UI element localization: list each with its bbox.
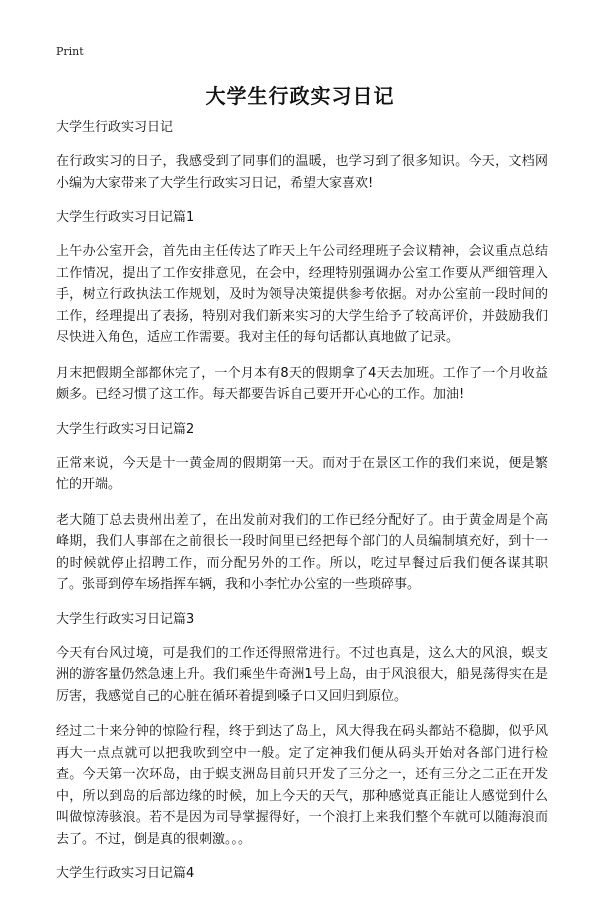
section-heading-2: 大学生行政实习日记篇2 bbox=[56, 421, 195, 437]
print-link[interactable]: Print bbox=[56, 45, 84, 58]
section-heading-3: 大学生行政实习日记篇3 bbox=[56, 611, 195, 627]
document-title: 大学生行政实习日记 bbox=[205, 84, 395, 108]
section-2-paragraph-1: 正常来说，今天是十一黄金周的假期第一天。而对于在景区工作的我们来说，便是繁忙的开端。 bbox=[56, 455, 548, 492]
section-3-paragraph-1: 今天有台风过境，可是我们的工作还得照常进行。不过也真是，这么大的风浪，蜈支洲的游客量仍然急速上升。我们乘坐牛奇洲1号上岛，由于风浪很大，船晃荡得实在是厉害，我感觉自己的心脏在循环着提到嗓子口又回归到原位。 bbox=[56, 645, 548, 704]
section-3-paragraph-2: 经过二十来分钟的惊险行程，终于到达了岛上，风大得我在码头都站不稳脚，似乎风再大一点点就可以把我吹到空中一般。定了定神我们便从码头开始对各部门进行检查。今天第一次环岛，由于蜈支洲岛目前只开发了三分之一，还有三分之二正在开发中，所以到岛的后部边缘的时候，加上今天的天气，那种感觉真正能让人感觉到什么叫做惊涛骇浪。若不是因为司导掌握得好，一个浪打上来我们整个车就可以随海浪而去了。不过，倒是真的很刺激。。。 bbox=[56, 724, 548, 847]
section-2-paragraph-2: 老大随丁总去贵州出差了，在出发前对我们的工作已经分配好了。由于黄金周是个高峰期，我们人事部在之前很长一段时间里已经把每个部门的人员编制填充好，到十一的时候就停止招聘工作，而分配另外的工作。所以，吃过早餐过后我们便各谋其职了。张哥到停车场指挥车辆，我和小李忙办公室的一些琐碎事。 bbox=[56, 512, 548, 592]
intro-paragraph: 在行政实习的日子，我感受到了同事们的温暖，也学习到了很多知识。今天，文档网小编为大家带来了大学生行政实习日记，希望大家喜欢! bbox=[56, 154, 548, 191]
intro-heading: 大学生行政实习日记 bbox=[56, 120, 174, 135]
section-1-paragraph-1: 上午办公室开会，首先由主任传达了昨天上午公司经理班子会议精神，会议重点总结工作情况，提出了工作安排意见，在会中，经理特别强调办公室工作要从严细管理入手，树立行政执法工作规划，及时为领导决策提供参考依据。对办公室前一段时间的工作，经理提出了表扬，特别对我们新来实习的大学生给予了较高评价，并鼓励我们尽快进入角色，适应工作需要。我对主任的每句话都认真地做了记录。 bbox=[56, 244, 548, 345]
document-body bbox=[56, 118, 548, 897]
section-heading-1: 大学生行政实习日记篇1 bbox=[56, 210, 195, 225]
section-heading-4: 大学生行政实习日记篇4 bbox=[56, 866, 195, 881]
section-1-paragraph-2: 月末把假期全部都休完了，一个月本有8天的假期拿了4天去加班。工作了一个月收益颇多。已经习惯了这工作。每天都要告诉自己要开开心心的工作。加油! bbox=[56, 365, 548, 402]
